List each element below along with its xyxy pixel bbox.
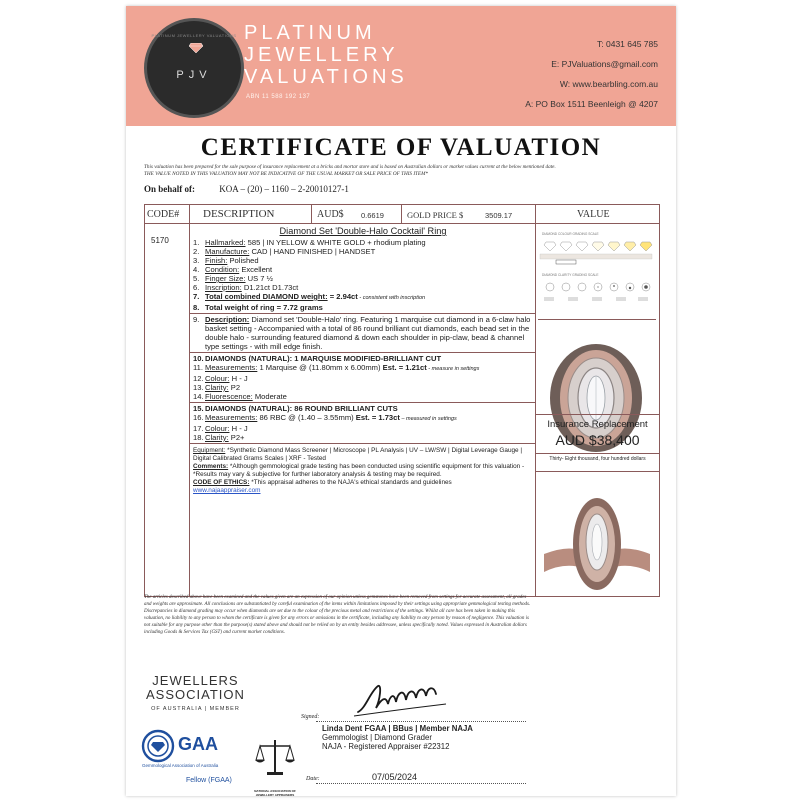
equipment-note	[193, 447, 533, 463]
brand-line-2: JEWELLERY	[244, 44, 399, 66]
spec-label: Measurements:	[205, 363, 258, 372]
ja-line-1: JEWELLERS	[152, 673, 239, 688]
date-line	[316, 783, 526, 784]
spec-row	[190, 352, 536, 363]
description-header: DESCRIPTION	[203, 208, 275, 220]
grader-role: Gemmologist | Diamond Grader	[322, 733, 432, 742]
on-behalf-of	[144, 184, 349, 194]
spec-row	[190, 238, 536, 247]
spec-row	[190, 413, 536, 424]
spec-value: Diamond set 'Double-Halo' ring. Featuring 1 marquise cut diamond in a 6-claw halo basket setting - Accompanied with a total of 86 round brilliant cut diamonds, each bead set in the double halo - surrounding featured diamond & down each shoulder in pip-claw, bead & channel type settings - with mill edge finish.	[205, 315, 531, 351]
logo-ring-text: PLATINUM JEWELLERY VALUATIONS	[151, 33, 237, 38]
grader-registration: NAJA - Registered Appraiser #22312	[322, 742, 450, 751]
value-header: VALUE	[577, 209, 610, 220]
colour-scale-graphic	[538, 236, 656, 266]
gaa-fellow: Fellow (FGAA)	[186, 777, 232, 784]
contact-details	[525, 34, 658, 114]
spec-estimate: Est. = 1.21ct	[382, 363, 427, 372]
spec-value: Moderate	[252, 392, 287, 401]
grading-scale-chart	[538, 228, 656, 320]
spec-number: 17.	[193, 424, 204, 433]
spec-label: Clarity:	[205, 383, 229, 392]
spec-value: H - J	[229, 374, 248, 383]
diamond-icon	[189, 43, 203, 53]
clarity-scale-graphic	[538, 277, 656, 309]
spec-number: 10.	[193, 354, 204, 363]
spec-number: 6.	[193, 283, 200, 292]
brand-line-3: VALUATIONS	[244, 66, 408, 88]
spec-number: 16.	[193, 413, 204, 422]
spec-number: 15.	[193, 404, 204, 413]
valuation-table	[144, 204, 660, 597]
spec-number: 11.	[193, 363, 203, 372]
spec-value: 1 Marquise @ (11.80mm x 6.00mm)	[257, 363, 383, 372]
brand-name	[244, 22, 408, 88]
jewellers-association-logo	[146, 674, 245, 716]
spec-row	[190, 374, 536, 383]
naja-badge-text: NATIONAL ASSOCIATION OF JEWELLERY APPRAISERS	[254, 789, 296, 797]
spec-row	[190, 313, 536, 351]
insurance-replacement-box	[535, 414, 660, 472]
spec-label: Finish:	[205, 256, 228, 265]
spec-value: 585 | IN YELLOW & WHITE GOLD + rhodium plating	[245, 238, 426, 247]
spec-value: Total weight of ring = 7.72 grams	[205, 303, 323, 312]
spec-row	[190, 247, 536, 256]
gaa-wordmark: GAA	[178, 734, 218, 754]
spec-value: P2	[228, 383, 241, 392]
spec-label: Clarity:	[205, 433, 229, 442]
spec-value: DIAMONDS (NATURAL): 86 ROUND BRILLIANT CUTS	[205, 404, 398, 413]
item-description	[190, 224, 536, 495]
certificate-title: CERTIFICATE OF VALUATION	[200, 134, 602, 161]
naja-scales-logo	[254, 734, 296, 792]
spec-value: H - J	[229, 424, 248, 433]
spec-number: 18.	[193, 433, 204, 442]
table-header	[145, 205, 659, 224]
website: W: www.bearbling.com.au	[559, 79, 658, 89]
ring-image-bottom	[544, 492, 650, 596]
ethics-note	[193, 479, 533, 487]
spec-number: 14.	[193, 392, 204, 401]
spec-value: CAD | HAND FINISHED | HANDSET	[249, 247, 376, 256]
spec-number: 5.	[193, 274, 200, 283]
abn-number: ABN 11 588 192 137	[246, 94, 311, 100]
spec-row	[190, 274, 536, 283]
spec-note: - consistent with inscription	[357, 295, 426, 301]
spec-note: - measure in settings	[426, 366, 480, 372]
spec-row	[190, 424, 536, 433]
notes-block	[190, 444, 536, 495]
equipment-label: Equipment:	[193, 447, 226, 454]
naja-link[interactable]: www.najaappraiser.com	[193, 487, 261, 494]
gold-price-value: 3509.17	[485, 211, 513, 220]
spec-row	[190, 265, 536, 274]
spec-row	[190, 283, 536, 292]
spec-value: D1.21ct D1.73ct	[241, 283, 299, 292]
comments-label: Comments:	[193, 463, 229, 470]
certificate-page	[126, 6, 676, 796]
spec-value: = 2.94ct	[327, 292, 358, 301]
item-code: 5170	[151, 236, 169, 245]
spec-value: US 7 ½	[245, 274, 273, 283]
intro-text	[144, 164, 664, 178]
valuation-date: 07/05/2024	[372, 772, 418, 782]
spec-note: – measured in settings	[399, 416, 457, 422]
clarity-scale-title: DIAMOND CLARITY GRADING SCALE	[542, 273, 599, 277]
spec-number: 7.	[193, 292, 200, 301]
spec-value: Excellent	[239, 265, 273, 274]
disclaimer-text: The articles described above have been examined and the values given are an expression of our opinion unless gemstones have been removed from settings for accurate assessment, all grades and weights are approximate. All conclusions are substantiated by careful examination of the items within limitations imposed by their settings using appropriate gemmological testing methods. Discrepancies in diamond grading may occur when diamonds are set due to the colour of the precious metal and restrictions of the settings. Whilst all care has been taken in making this valuation, no liability to any person to whom the certificate is given for any errors or omissions in the certificate, including any liability to any person by reason of negligence. This valuation is not suitable for any purpose other than the purpose(s) stated above and should not be relied on by an entity besides addressee, unless specifically noted. Values expressed in Australian dollars including Goods & Services Tax (GST) and current market conditions.	[144, 595, 531, 635]
behalf-value: KOA – (20) – 1160 – 2-20010127-1	[219, 184, 349, 194]
spec-row	[190, 433, 536, 442]
spec-label: Manufacture:	[205, 247, 250, 256]
ja-line-2: ASSOCIATION	[146, 687, 245, 702]
spec-estimate: Est. = 1.73ct	[355, 413, 400, 422]
column-divider	[311, 205, 312, 224]
handwritten-signature	[352, 678, 452, 720]
signed-label: Signed:	[301, 714, 320, 720]
grader-details	[322, 724, 473, 751]
brand-line-1: PLATINUM	[244, 22, 376, 44]
insurance-amount: AUD $38,400	[555, 432, 640, 448]
letterhead	[126, 6, 676, 126]
spec-number: 4.	[193, 265, 200, 274]
date-label: Date:	[306, 776, 320, 782]
spec-number: 8.	[193, 303, 200, 312]
value-column	[536, 224, 659, 596]
spec-label: Total combined DIAMOND weight:	[205, 292, 328, 301]
comments-note	[193, 463, 533, 479]
spec-row	[190, 256, 536, 265]
grader-name: Linda Dent FGAA | BBus | Member NAJA	[322, 724, 473, 733]
spec-number: 2.	[193, 247, 200, 256]
gold-price-header: GOLD PRICE $	[407, 210, 464, 220]
spec-number: 1.	[193, 238, 200, 247]
email: E: PJValuations@gmail.com	[551, 59, 658, 69]
column-divider	[401, 205, 402, 224]
spec-number: 3.	[193, 256, 200, 265]
item-title: Diamond Set 'Double-Halo Cocktail' Ring	[279, 226, 447, 236]
spec-label: Hallmarked:	[205, 238, 246, 247]
spec-number: 9.	[193, 315, 200, 324]
behalf-label: On behalf of:	[144, 184, 196, 194]
spec-label: Measurements:	[205, 413, 258, 422]
intro-line-2: THE VALUE NOTED IN THIS VALUATION MAY NOT BE INDICATIVE OF THE USUAL MARKET OR SALE PRICE OF THIS ITEM*	[144, 171, 429, 177]
spec-row	[190, 402, 536, 413]
postal-address: A: PO Box 1511 Beenleigh @ 4207	[525, 99, 658, 109]
spec-row	[190, 303, 536, 312]
gaa-full-name: Gemmological Association of Australia	[142, 763, 219, 768]
spec-label: Description:	[205, 315, 250, 324]
insurance-amount-words: Thirty- Eight thousand, four hundred dollars	[536, 453, 659, 462]
equipment-text: *Synthetic Diamond Mass Screener | Microscope | PL Analysis | UV – LW/SW | Digital Leverage Gauge | Digital Calibrated Grams Scales | XRF - Tested	[193, 447, 523, 462]
aud-header: AUD$	[317, 209, 344, 220]
colour-scale-title: DIAMOND COLOUR GRADING SCALE	[542, 232, 599, 236]
spec-row	[190, 383, 536, 392]
spec-value: Polished	[227, 256, 259, 265]
spec-number: 13.	[193, 383, 204, 392]
spec-list	[190, 238, 536, 292]
phone: T: 0431 645 785	[597, 39, 658, 49]
comments-text: *Although gemmological grade testing has been conducted using scientific equipment for this valuation - *Results may vary & subjective for further laboratory analysis & testing may be required.	[193, 463, 525, 478]
code-header: CODE#	[147, 209, 180, 220]
spec-number: 12.	[193, 374, 204, 383]
logo-monogram: PJV	[176, 69, 212, 81]
spec-value: P2+	[228, 433, 245, 442]
insurance-label: Insurance Replacement	[547, 419, 648, 430]
spec-value: DIAMONDS (NATURAL): 1 MARQUISE MODIFIED-BRILLIANT CUT	[205, 354, 442, 363]
ja-member: OF AUSTRALIA | MEMBER	[151, 706, 240, 712]
spec-row	[190, 363, 536, 374]
ethics-text: *This appraisal adheres to the NAJA's ethical standards and guidelines	[249, 479, 452, 486]
spec-label: Colour:	[205, 424, 230, 433]
spec-row	[190, 392, 536, 401]
aud-value: 0.6619	[361, 211, 384, 220]
spec-row	[190, 292, 536, 303]
spec-label: Colour:	[205, 374, 230, 383]
spec-label: Condition:	[205, 265, 240, 274]
pjv-logo	[144, 18, 244, 118]
spec-value: 86 RBC @ (1.40 – 3.55mm)	[257, 413, 356, 422]
ethics-label: CODE OF ETHICS:	[193, 479, 250, 486]
spec-label: Finger Size:	[205, 274, 246, 283]
signature-line	[316, 721, 526, 722]
spec-label: Fluorescence:	[205, 392, 253, 401]
spec-label: Inscription:	[205, 283, 242, 292]
intro-line-1: This valuation has been prepared for the sale purpose of insurance replacement at a bricks and mortar store and is based on Australian dollars or market values current at the below mentioned date.	[144, 164, 556, 170]
